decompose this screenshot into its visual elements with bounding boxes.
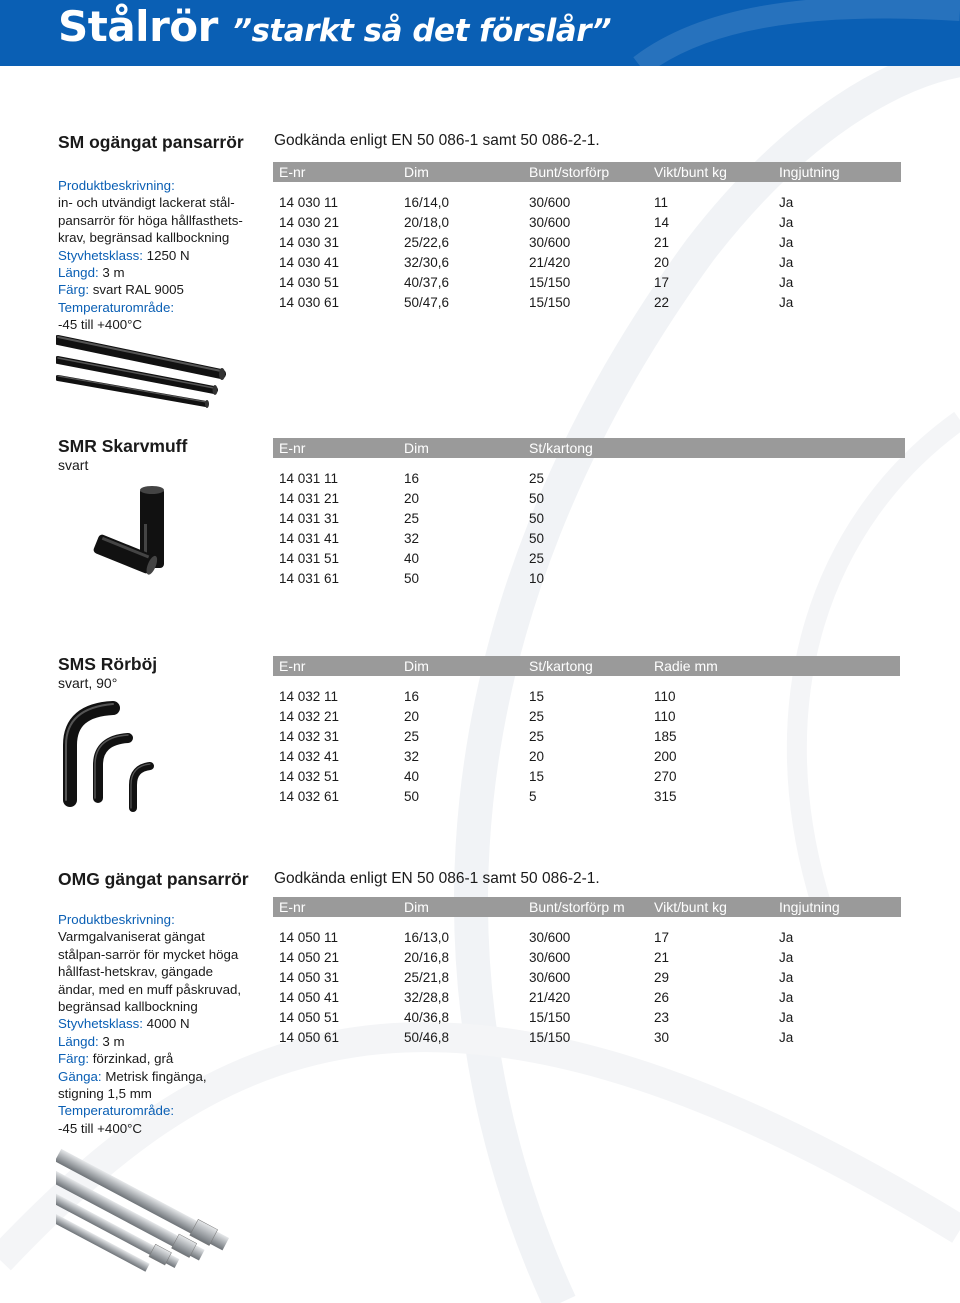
table-row	[273, 488, 905, 508]
table-cell: 185	[654, 728, 677, 744]
table-cell: 17	[654, 274, 670, 290]
omg-thread-value: Metrisk fingänga, stigning 1,5 mm	[58, 1068, 207, 1102]
pipe-bends-image	[58, 700, 188, 812]
col-header: Dim	[398, 438, 523, 458]
table-cell: Ja	[779, 989, 794, 1005]
sm-title: SM ogängat pansarrör	[58, 132, 244, 152]
table-cell: 14 030 11	[279, 194, 339, 210]
table-cell: 14 030 31	[279, 234, 340, 250]
table-cell: 14 032 51	[279, 768, 340, 784]
table-cell: 40/36,8	[404, 1009, 450, 1025]
col-header: Radie mm	[648, 656, 900, 676]
sm-color-label: Färg:	[58, 282, 90, 298]
table-cell: 315	[654, 788, 677, 804]
table-row	[273, 927, 901, 947]
omg-color-value: förzinkad, grå	[89, 1051, 174, 1067]
table-header-row	[273, 656, 900, 676]
table-spacer	[273, 676, 900, 686]
sm-spec-table	[273, 162, 901, 312]
table-row	[273, 947, 901, 967]
col-header: E-nr	[273, 656, 398, 676]
table-cell: 50	[529, 530, 545, 546]
table-header-row	[273, 897, 901, 917]
table-cell: 30/600	[529, 969, 571, 985]
table-cell: Ja	[779, 969, 794, 985]
table-cell: 32/30,6	[404, 254, 450, 270]
table-cell: 14 030 51	[279, 274, 340, 290]
table-cell: 40	[404, 768, 420, 784]
omg-product-label: Produktbeskrivning:	[58, 912, 175, 927]
col-header: Dim	[398, 162, 523, 182]
table-cell: 30/600	[529, 929, 571, 945]
table-cell: 14 050 11	[279, 929, 339, 945]
table-cell: Ja	[779, 254, 794, 270]
omg-title: OMG gängat pansarrör	[58, 869, 249, 889]
col-header: Vikt/bunt kg	[648, 897, 773, 917]
table-cell: 14 031 31	[279, 510, 340, 526]
table-cell: 50/46,8	[404, 1029, 450, 1045]
table-cell: 21/420	[529, 989, 571, 1005]
table-cell: 110	[654, 708, 676, 724]
table-cell: 14 030 41	[279, 254, 340, 270]
table-cell: 20	[529, 748, 545, 764]
sm-class-value: 1250 N	[142, 247, 190, 263]
table-cell: 14 031 21	[279, 490, 340, 506]
table-cell: Ja	[779, 274, 794, 290]
table-cell: 25	[529, 708, 545, 724]
black-pipes-image	[56, 332, 231, 412]
table-cell: 14 050 31	[279, 969, 340, 985]
table-cell: 21/420	[529, 254, 571, 270]
sms-spec-table	[273, 656, 900, 806]
table-cell: 20	[404, 490, 420, 506]
table-cell: 20	[654, 254, 670, 270]
table-cell: 16	[404, 688, 420, 704]
table-cell: 16/13,0	[404, 929, 450, 945]
table-cell: 14 050 51	[279, 1009, 340, 1025]
table-row	[273, 967, 901, 987]
table-cell: Ja	[779, 294, 794, 310]
table-cell: 25	[529, 550, 545, 566]
sm-temp-value: -45 till +400°C	[58, 317, 143, 333]
table-row	[273, 508, 905, 528]
table-row	[273, 1027, 901, 1047]
table-cell: 30	[654, 1029, 670, 1045]
title-main: Stålrör	[58, 2, 218, 51]
table-cell: Ja	[779, 214, 794, 230]
table-cell: 14 050 41	[279, 989, 340, 1005]
table-row	[273, 192, 901, 212]
omg-product-text: Varmgalvaniserat gängat stålpan-sarrör för mycket höga hållfast-hetskrav, gängade ändar, med en muff påskruvad, begränsad kallbockning	[58, 929, 242, 1015]
table-row	[273, 212, 901, 232]
table-row	[273, 746, 900, 766]
sm-product-text: in- och utvändigt lackerat stål-pansarrör för höga hållfasthets-krav, begränsad kallbockning	[58, 195, 243, 246]
smr-subtitle: svart	[58, 457, 89, 473]
sm-product-label: Produktbeskrivning:	[58, 178, 175, 193]
table-cell: 17	[654, 929, 670, 945]
table-cell: 40/37,6	[404, 274, 450, 290]
table-spacer	[273, 458, 905, 468]
table-header-row	[273, 438, 905, 458]
table-spacer	[273, 182, 901, 192]
table-cell: 50	[529, 510, 545, 526]
smr-spec-table	[273, 438, 905, 588]
omg-spec-table	[273, 897, 901, 1047]
col-header: St/kartong	[523, 438, 905, 458]
omg-length-label: Längd:	[58, 1033, 99, 1049]
table-cell: 15	[529, 768, 545, 784]
col-header: E-nr	[273, 438, 398, 458]
table-cell: 14 050 61	[279, 1029, 340, 1045]
table-cell: 15/150	[529, 1009, 571, 1025]
table-cell: 11	[654, 194, 669, 210]
table-cell: 50/47,6	[404, 294, 450, 310]
table-cell: 25	[529, 728, 545, 744]
sm-length-label: Längd:	[58, 265, 99, 281]
col-header: St/kartong	[523, 656, 648, 676]
omg-approval-text: Godkända enligt EN 50 086-1 samt 50 086-2-1.	[274, 870, 600, 887]
table-cell: 25/22,6	[404, 234, 450, 250]
title-tagline: ”starkt så det förslår”	[231, 13, 612, 49]
table-cell: Ja	[779, 1029, 794, 1045]
table-row	[273, 232, 901, 252]
table-cell: 20	[404, 708, 420, 724]
table-cell: 32	[404, 530, 420, 546]
table-header-row	[273, 162, 901, 182]
table-cell: 25	[404, 728, 420, 744]
table-row	[273, 528, 905, 548]
table-cell: 30/600	[529, 214, 571, 230]
table-cell: 20/16,8	[404, 949, 450, 965]
col-header: Bunt/storförp	[523, 162, 648, 182]
table-cell: Ja	[779, 929, 794, 945]
table-cell: 50	[404, 788, 420, 804]
table-cell: 20/18,0	[404, 214, 450, 230]
table-cell: 22	[654, 294, 670, 310]
table-cell: 16/14,0	[404, 194, 450, 210]
col-header: Ingjutning	[773, 162, 901, 182]
table-row	[273, 987, 901, 1007]
table-cell: 50	[529, 490, 545, 506]
table-cell: Ja	[779, 234, 794, 250]
omg-temp-label: Temperaturområde:	[58, 1103, 175, 1119]
table-cell: 14 030 21	[279, 214, 340, 230]
table-cell: 15/150	[529, 274, 571, 290]
table-row	[273, 292, 901, 312]
table-cell: 14 031 61	[279, 570, 340, 586]
table-cell: 14 032 61	[279, 788, 340, 804]
table-row	[273, 272, 901, 292]
smr-title: SMR Skarvmuff	[58, 436, 188, 456]
table-cell: 270	[654, 768, 677, 784]
header-banner	[0, 0, 960, 66]
col-header: Ingjutning	[773, 897, 901, 917]
table-cell: 15	[529, 688, 545, 704]
table-cell: 15/150	[529, 1029, 571, 1045]
table-cell: 5	[529, 788, 537, 804]
col-header: Bunt/storförp m	[523, 897, 648, 917]
table-cell: 32/28,8	[404, 989, 450, 1005]
table-cell: Ja	[779, 949, 794, 965]
omg-temp-value: -45 till +400°C	[58, 1120, 143, 1136]
table-cell: 21	[654, 234, 670, 250]
table-row	[273, 766, 900, 786]
table-cell: 14 050 21	[279, 949, 340, 965]
table-cell: 32	[404, 748, 420, 764]
omg-color-label: Färg:	[58, 1051, 90, 1067]
omg-description	[58, 911, 253, 1137]
table-cell: Ja	[779, 194, 794, 210]
table-row	[273, 726, 900, 746]
table-row	[273, 548, 905, 568]
omg-class-value: 4000 N	[142, 1016, 190, 1032]
sms-subtitle: svart, 90°	[58, 675, 118, 691]
table-row	[273, 686, 900, 706]
table-cell: 14 031 51	[279, 550, 340, 566]
table-cell: 14 032 31	[279, 728, 340, 744]
omg-thread-label: Gänga:	[58, 1068, 102, 1084]
page-title	[58, 2, 611, 51]
table-cell: 14 032 11	[279, 688, 339, 704]
table-row	[273, 706, 900, 726]
table-cell: 14 030 61	[279, 294, 340, 310]
coupling-image	[84, 484, 184, 589]
table-cell: 16	[404, 470, 420, 486]
table-spacer	[273, 917, 901, 927]
table-row	[273, 786, 900, 806]
table-cell: 23	[654, 1009, 670, 1025]
table-cell: 30/600	[529, 949, 571, 965]
table-cell: 110	[654, 688, 676, 704]
sm-approval-text: Godkända enligt EN 50 086-1 samt 50 086-2-1.	[274, 132, 600, 149]
table-cell: 29	[654, 969, 670, 985]
col-header: Vikt/bunt kg	[648, 162, 773, 182]
table-cell: 14	[654, 214, 670, 230]
omg-length-value: 3 m	[98, 1033, 125, 1049]
table-cell: 25	[529, 470, 545, 486]
table-cell: 30/600	[529, 234, 571, 250]
table-row	[273, 568, 905, 588]
table-cell: 30/600	[529, 194, 571, 210]
table-cell: 21	[654, 949, 670, 965]
table-cell: 50	[404, 570, 420, 586]
table-cell: 200	[654, 748, 677, 764]
table-row	[273, 468, 905, 488]
sm-color-value: svart RAL 9005	[89, 282, 184, 298]
col-header: E-nr	[273, 162, 398, 182]
table-cell: Ja	[779, 1009, 794, 1025]
table-row	[273, 252, 901, 272]
galvanized-pipes-image	[56, 1146, 251, 1296]
table-cell: 26	[654, 989, 670, 1005]
table-cell: 40	[404, 550, 420, 566]
table-cell: 14 031 11	[279, 470, 339, 486]
sm-class-label: Styvhetsklass:	[58, 247, 143, 263]
col-header: E-nr	[273, 897, 398, 917]
omg-class-label: Styvhetsklass:	[58, 1016, 143, 1032]
sm-length-value: 3 m	[98, 265, 125, 281]
table-cell: 10	[529, 570, 545, 586]
table-cell: 14 032 21	[279, 708, 340, 724]
sm-temp-label: Temperaturområde:	[58, 299, 175, 315]
col-header: Dim	[398, 897, 523, 917]
table-cell: 14 032 41	[279, 748, 340, 764]
sms-title: SMS Rörböj	[58, 654, 158, 674]
sm-description	[58, 177, 244, 334]
table-row	[273, 1007, 901, 1027]
table-cell: 25/21,8	[404, 969, 450, 985]
table-cell: 25	[404, 510, 420, 526]
table-cell: 15/150	[529, 294, 571, 310]
table-cell: 14 031 41	[279, 530, 340, 546]
col-header: Dim	[398, 656, 523, 676]
